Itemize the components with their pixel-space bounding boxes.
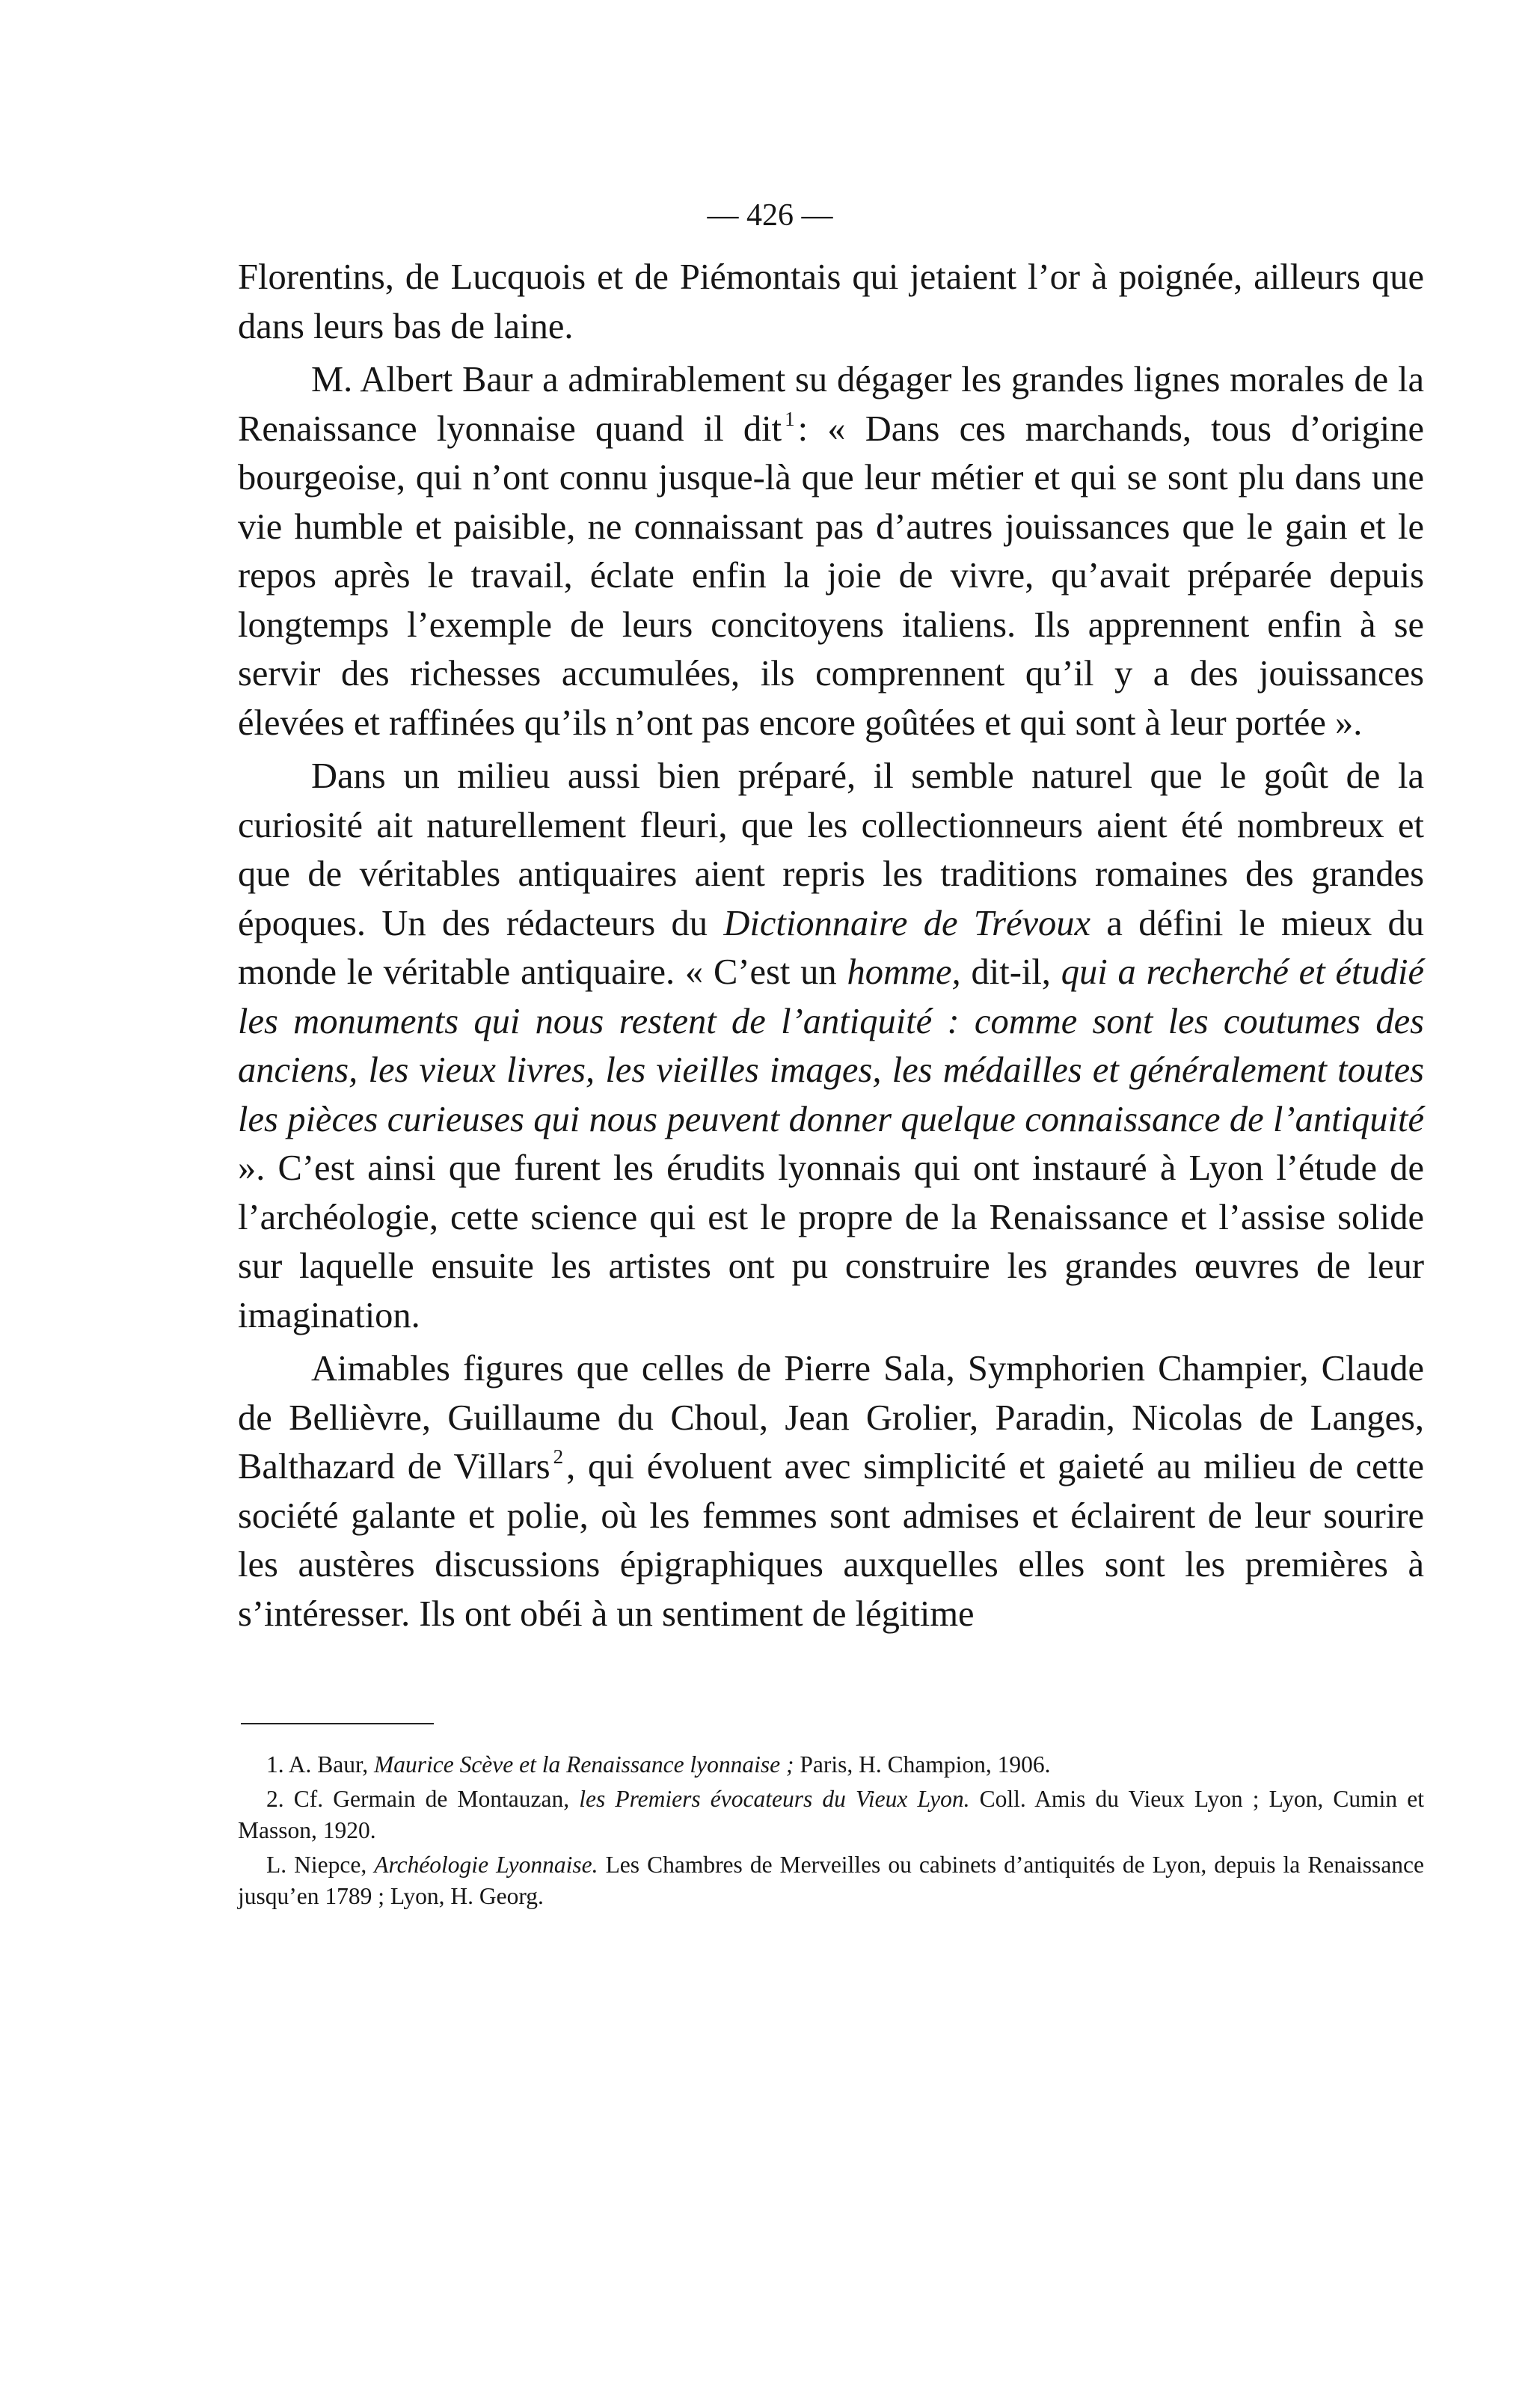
footnote-2 [238, 1784, 1424, 1846]
footnote-2-text-a: 2. Cf. Germain de Montauzan, [266, 1786, 570, 1812]
page-number: — 426 — [707, 198, 833, 233]
paragraph-3-text-c: dit-il, [971, 952, 1051, 992]
dictionary-title: Dictionnaire de Trévoux [723, 903, 1091, 943]
footnote-3-title: Archéologie Lyonnaise. [374, 1852, 598, 1878]
footnote-divider [241, 1723, 434, 1724]
footnote-2-text-b: Coll. Amis du Vieux Lyon ; Lyon, Cumin et Masson, 1920. [238, 1786, 1425, 1843]
footnote-ref-2: 2 [553, 1445, 564, 1468]
paragraph-2-text-a: M. Albert Baur a admirablement su dégager les grandes lignes morales de la Renaissance lyonnaise quand il dit [238, 360, 1424, 449]
paragraph-3-text-b: a défini le mieux du monde le véritable antiquaire. « C’est un [238, 903, 1425, 992]
paragraph-1-text: Florentins, de Lucquois et de Piémontais qui jetaient l’or à poignée, ailleurs que dans leurs bas de laine. [238, 257, 1424, 346]
paragraph-3-text-a: Dans un milieu aussi bien préparé, il semble naturel que le goût de la curiosité ait naturellement fleuri, que les collectionneurs aient été nombreux et que de véritables antiquaires aient repris les traditions romaines des grandes époques. Un des rédacteurs du [238, 756, 1424, 943]
footnote-ref-1: 1 [785, 407, 795, 430]
footnote-1-text-b: Paris, H. Champion, 1906. [800, 1751, 1051, 1778]
body-text [238, 253, 1424, 1638]
footnote-2-continued [238, 1849, 1424, 1912]
paragraph-3 [238, 752, 1424, 1340]
footnote-1-title: Maurice Scève et la Renaissance lyonnaise ; [373, 1751, 794, 1778]
footnote-3-text-a: L. Niepce, [266, 1852, 367, 1878]
homme-emphasis: homme, [847, 952, 961, 992]
footnote-3-text-b: Les Chambres de Merveilles ou cabinets d’antiquités de Lyon, depuis la Renaissance jusqu’en 1789 ; Lyon, H. Georg. [238, 1852, 1425, 1909]
footnotes [238, 1749, 1424, 1915]
paragraph-2-text-b: : « Dans ces marchands, tous d’origine bourgeoise, qui n’ont connu jusque-là que leur métier et qui se sont plu dans une vie humble et paisible, ne connaissant pas d’autres jouissances que le gain et le repos après le travail, éclate enfin la joie de vivre, qu’avait préparée depuis longtemps l’exemple de leurs concitoyens italiens. Ils apprennent enfin à se servir des richesses accumulées, ils comprennent qu’il y a des jouissances élevées et raffinées qu’ils n’ont pas encore goûtées et qui sont à leur portée ». [238, 408, 1424, 743]
footnote-1-text-a: 1. A. Baur, [266, 1751, 369, 1778]
paragraph-4-text-a: Aimables figures que celles de Pierre Sala, Symphorien Champier, Claude de Bellièvre, Guillaume du Choul, Jean Grolier, Paradin, Nicolas de Langes, Balthazard de Villars [238, 1349, 1424, 1487]
paragraph-1 [238, 253, 1424, 351]
footnote-2-title: les Premiers évocateurs du Vieux Lyon. [579, 1786, 970, 1812]
footnote-1 [238, 1749, 1424, 1781]
antiquaire-definition-quote: qui a recherché et étudié les monuments qui nous restent de l’antiquité : comme sont les coutumes des anciens, les vieux livres, les vieilles images, les médailles et généralement toutes les pièces curieuses qui nous peuvent donner quelque connaissance de l’antiquité [238, 952, 1424, 1139]
paragraph-4-text-b: , qui évoluent avec simplicité et gaieté au milieu de cette société galante et polie, où les femmes sont admises et éclairent de leur sourire les austères discussions épigraphiques auxquelles elles sont les premières à s’intéresser. Ils ont obéi à un sentiment de légitime [238, 1447, 1425, 1634]
paragraph-3-text-d: ». C’est ainsi que furent les érudits lyonnais qui ont instauré à Lyon l’étude de l’archéologie, cette science qui est le propre de la Renaissance et l’assise solide sur laquelle ensuite les artistes ont pu construire les grandes œuvres de leur imagination. [238, 1148, 1424, 1335]
paragraph-2 [238, 355, 1424, 747]
paragraph-4 [238, 1344, 1424, 1638]
